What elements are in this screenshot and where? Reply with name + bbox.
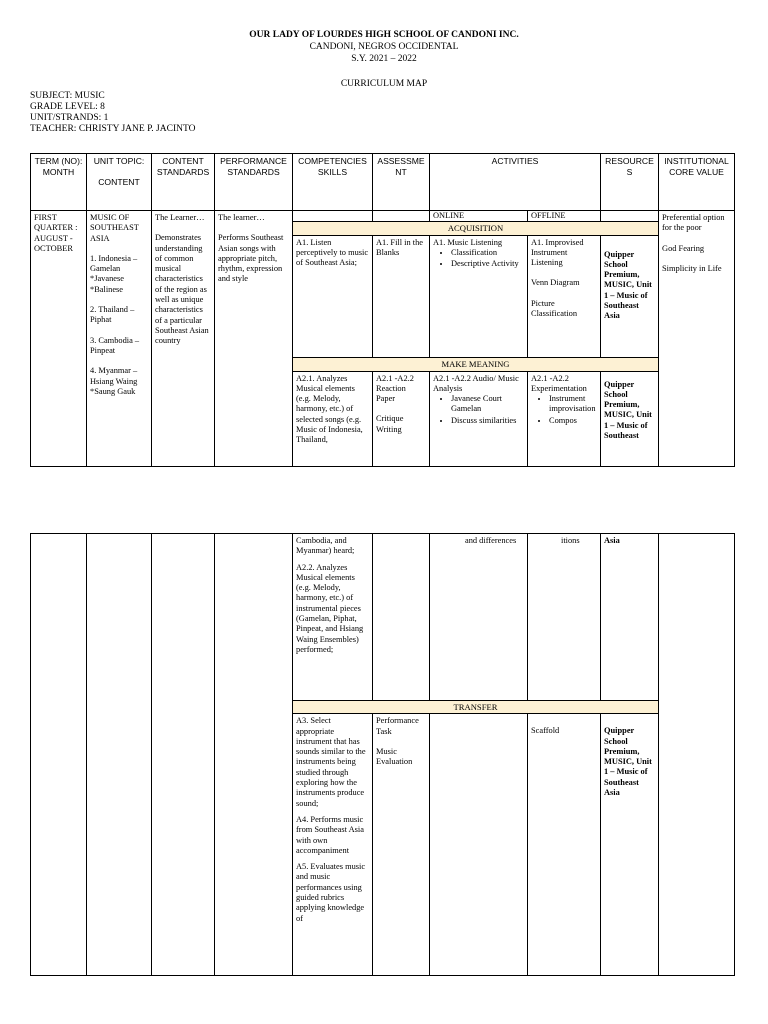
performance-standard-intro: The learner…	[218, 213, 265, 222]
acquisition-offline-item: Venn Diagram	[531, 278, 580, 288]
blank-cell	[293, 211, 373, 222]
continued-online-text: and differences	[465, 536, 517, 545]
col-competencies-sub: SKILLS	[317, 166, 348, 177]
make-meaning-assessment	[373, 371, 430, 466]
acquisition-offline-item: Picture Classification	[531, 298, 578, 319]
col-term: TERM (NO): MONTH	[31, 154, 87, 211]
make-meaning-offline	[528, 371, 601, 466]
transfer-competency	[293, 714, 373, 976]
blank-cell	[659, 534, 735, 976]
blank-cell	[87, 534, 152, 976]
school-name: OUR LADY OF LOURDES HIGH SCHOOL OF CANDONI INC.	[249, 30, 519, 40]
term-cell	[31, 211, 87, 467]
blank-cell	[373, 211, 430, 222]
make-meaning-resource: Quipper School Premium, MUSIC, Unit 1 – Music of Southeast	[601, 371, 659, 466]
competency-a3: A3. Select appropriate instrument that has sounds similar to the instruments being studied through exploring how the instruments produce sound;	[296, 716, 366, 808]
core-value-cell	[659, 211, 735, 467]
col-unit-topic	[87, 154, 152, 211]
school-year: S.Y. 2021 – 2022	[351, 54, 417, 64]
continued-offline-text: itions	[561, 536, 580, 545]
bullet-item: • Instrument improvisation	[549, 394, 597, 415]
unit-topic-title: MUSIC OF SOUTHEAST ASIA	[90, 213, 139, 243]
make-meaning-band: MAKE MEANING	[293, 357, 659, 371]
col-content-standards: CONTENT STANDARDS	[152, 154, 215, 211]
term-line1: FIRST QUARTER : AUGUST -	[34, 213, 78, 243]
core-value-item: God Fearing	[662, 243, 705, 253]
teacher-line: TEACHER: CHRISTY JANE P. JACINTO	[30, 124, 196, 134]
blank-cell	[215, 534, 293, 976]
performance-standard-body: Performs Southeast Asian songs with appropriate pitch, rhythm, expression and style	[218, 233, 284, 284]
continued-competency	[293, 534, 373, 701]
col-competencies	[293, 154, 373, 211]
acquisition-online-title: A1. Music Listening	[433, 237, 503, 247]
unit-topic-subitem: *Saung Gauk	[90, 386, 136, 396]
bullet-item: • Javanese Court Gamelan	[451, 394, 524, 415]
unit-topic-item: 3. Cambodia – Pinpeat	[90, 335, 140, 355]
transfer-assessment-item: Music Evaluation	[376, 746, 413, 767]
competency-a22: A2.2. Analyzes Musical elements (e.g. Melody, harmony, etc.) of instrumental pieces (Gamelan, Piphat, Pinpeat, and Hsiang Waing Ensembles) performed;	[296, 562, 364, 654]
school-address: CANDONI, NEGROS OCCIDENTAL	[309, 42, 459, 52]
competency-a5: A5. Evaluates music and music performances using guided rubrics applying knowledge of	[296, 862, 366, 923]
unit-topic-item: 2. Thailand – Piphat	[90, 305, 135, 325]
col-activities: ACTIVITIES	[430, 154, 601, 211]
make-meaning-assessment-item: Critique Writing	[376, 414, 404, 434]
transfer-assessment-item: Performance Task	[376, 716, 419, 736]
continued-offline	[528, 534, 601, 701]
col-unit-topic-sub: CONTENT	[98, 176, 140, 187]
core-value-item: Simplicity in Life	[662, 263, 722, 273]
transfer-offline: Scaffold	[528, 714, 601, 976]
acquisition-assessment: A1. Fill in the Blanks	[373, 235, 430, 357]
subject-line: SUBJECT: MUSIC	[30, 91, 105, 101]
curriculum-table-page1	[30, 153, 735, 467]
competency-a4: A4. Performs music from Southeast Asia with own accompaniment	[296, 814, 364, 855]
unit-topic-item: 4. Myanmar – Hsiang Waing	[90, 366, 138, 386]
make-meaning-online-title: A2.1 -A2.2 Audio/ Music Analysis	[433, 373, 519, 393]
content-standard-cell	[152, 211, 215, 467]
core-value-item: Preferential option for the poor	[662, 213, 725, 233]
performance-standard-cell	[215, 211, 293, 467]
col-competencies-label: COMPETENCIES	[298, 156, 367, 166]
transfer-band: TRANSFER	[293, 701, 659, 714]
acquisition-offline-title: A1. Improvised Instrument Listening	[531, 237, 584, 268]
col-unit-topic-label: UNIT TOPIC:	[93, 156, 145, 166]
content-standard-body: Demonstrates understanding of common musical characteristics of the region as well as unique characteristics of a particular Southeast Asian country	[155, 233, 209, 346]
bullet-item: • Discuss similarities	[451, 416, 524, 426]
continued-resource: Asia	[601, 534, 659, 701]
unit-topic-cell	[87, 211, 152, 467]
transfer-assessment	[373, 714, 430, 976]
acquisition-online	[430, 235, 528, 357]
online-label: ONLINE	[430, 211, 528, 222]
continued-competency-text: Cambodia, and Myanmar) heard;	[296, 536, 355, 556]
term-line2: OCTOBER	[34, 243, 73, 253]
curriculum-table-page2	[30, 533, 735, 976]
acquisition-resource: Quipper School Premium, MUSIC, Unit 1 – Music of Southeast Asia	[601, 235, 659, 357]
col-resources: RESOURCES	[601, 154, 659, 211]
unit-topic-item: 1. Indonesia – Gamelan	[90, 253, 138, 274]
col-assessment: ASSESSMENT	[373, 154, 430, 211]
unit-line: UNIT/STRANDS: 1	[30, 113, 109, 123]
col-performance-standards: PERFORMANCE STANDARDS	[215, 154, 293, 211]
acquisition-band: ACQUISITION	[293, 222, 659, 235]
blank-cell	[373, 534, 430, 701]
blank-cell	[31, 534, 87, 976]
unit-topic-subitem: *Javanese	[90, 274, 124, 284]
make-meaning-competency: A2.1. Analyzes Musical elements (e.g. Melody, harmony, etc.) of selected songs (e.g. Music of Indonesia, Thailand,	[293, 371, 373, 466]
make-meaning-offline-title: A2.1 -A2.2 Experimentation	[531, 373, 587, 393]
acquisition-offline	[528, 235, 601, 357]
blank-cell	[152, 534, 215, 976]
make-meaning-online	[430, 371, 528, 466]
bullet-item: • Compos	[549, 416, 597, 426]
transfer-resource: Quipper School Premium, MUSIC, Unit 1 – Music of Southeast Asia	[601, 714, 659, 976]
document-title: CURRICULUM MAP	[340, 79, 428, 89]
col-core-value: INSTITUTIONAL CORE VALUE	[659, 154, 735, 211]
bullet-item: • Classification	[451, 248, 524, 258]
offline-label: OFFLINE	[528, 211, 601, 222]
grade-line: GRADE LEVEL: 8	[30, 102, 105, 112]
acquisition-competency: A1. Listen perceptively to music of Southeast Asia;	[293, 235, 373, 357]
continued-online	[430, 534, 528, 701]
content-standard-intro: The Learner…	[155, 213, 205, 222]
unit-topic-subitem: *Balinese	[90, 284, 124, 294]
blank-cell	[601, 211, 659, 222]
blank-cell	[430, 714, 528, 976]
make-meaning-assessment-item: A2.1 -A2.2 Reaction Paper	[376, 373, 414, 404]
bullet-item: • Descriptive Activity	[451, 259, 524, 269]
